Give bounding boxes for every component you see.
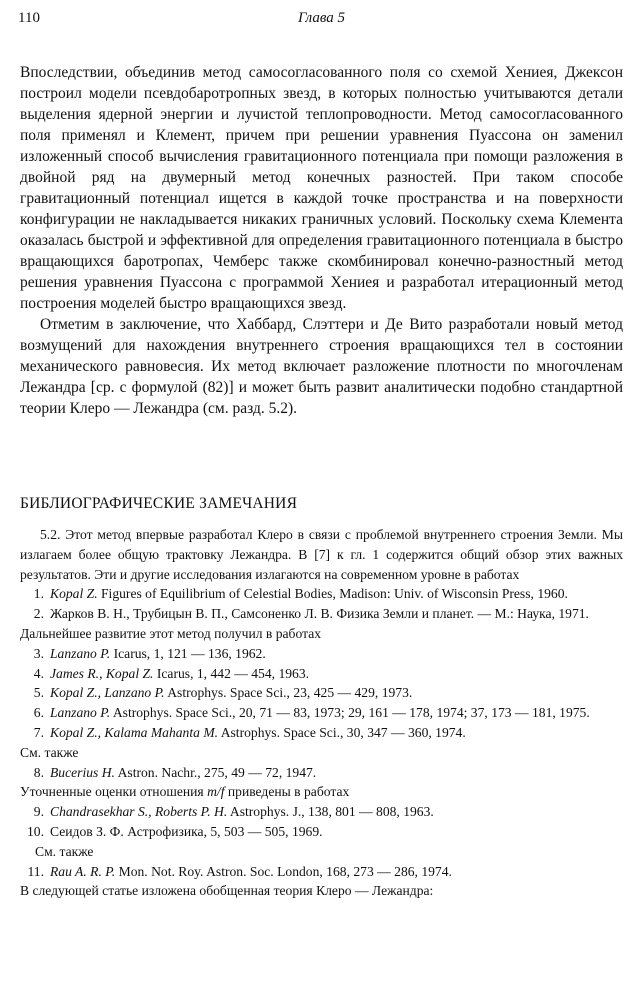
reference-text: Жарков В. Н., Трубицын В. П., Самсоненко Л. В. Физика Земли и планет. — М.: Наука, 1971. [50, 606, 589, 622]
reference-text: Astrophys. J., 138, 801 — 808, 1963. [229, 804, 434, 820]
paragraph: Впоследствии, объединив метод самосогласованного поля со схемой Хениея, Джексон построил модели псевдобаротропных звезд, в которых полностью учитываются детали выделения ядерной энергии и лучистой теплопроводности. Метод самосогласованного поля применял и Клемент, причем при решении уравнения Пуассона он заменил изложенный способ вычисления гравитационного потенциала при помощи разложения в двойной ряд на двумерный метод конечных разностей. При таком способе гравитационный потенциал ищется в каждой точке пространства и на поверхности конфигурации не накладывается никаких граничных условий. Поскольку схема Клемента оказалась быстрой и эффективной для определения гравитационного потенциала в быстро вращающихся баротропах, Чемберс также скомбинировал конечно-разностный метод решения уравнения Пуассона с программой Хениея и разработал итерационный метод построения моделей быстро вращающихся звезд. [20, 64, 623, 312]
reference-number: 7. [33, 724, 44, 740]
main-text [20, 62, 623, 419]
see-also-line: См. также [35, 843, 94, 859]
bibliographic-notes [20, 525, 623, 901]
reference-item [20, 703, 623, 723]
reference-author: Lanzano P. [50, 645, 111, 661]
section-heading: БИБЛИОГРАФИЧЕСКИЕ ЗАМЕЧАНИЯ [20, 495, 298, 512]
notes-line-text: приведены в работах [227, 784, 350, 800]
reference-item [20, 723, 623, 743]
reference-number: 11. [27, 863, 44, 879]
reference-item [20, 644, 623, 664]
reference-text: Figures of Equilibrium of Celestial Bodies, Madison: Univ. of Wisconsin Press, 1960. [101, 586, 568, 602]
page-number: 110 [18, 10, 40, 26]
reference-item [20, 604, 623, 624]
reference-item [20, 664, 623, 684]
running-title: Глава 5 [297, 10, 346, 26]
reference-author: Kopal Z. [50, 586, 98, 602]
reference-author: Chandrasekhar S., Roberts P. H. [50, 804, 228, 820]
reference-text: Сеидов З. Ф. Астрофизика, 5, 503 — 505, 1969. [50, 823, 323, 839]
reference-number: 10. [27, 823, 44, 839]
reference-text: Mon. Not. Roy. Astron. Soc. London, 168, 273 — 286, 1974. [118, 863, 452, 879]
reference-text: Astron. Nachr., 275, 49 — 72, 1947. [117, 764, 317, 780]
notes-intro: 5.2. Этот метод впервые разработал Клеро в связи с проблемой внутреннего строения Земли. Мы излагаем более общую трактовку Лежандра. В [7] к гл. 1 содержится общий обзор этих важных результатов. Эти и другие исследования излагаются на современном уровне в работах [20, 527, 623, 582]
ratio-variable: m/f [207, 784, 225, 800]
notes-line: В следующей статье изложена обобщенная теория Клеро — Лежандра: [20, 883, 434, 899]
reference-item [20, 802, 623, 822]
reference-number: 6. [33, 705, 44, 721]
reference-item [20, 584, 623, 604]
reference-author: Rau A. R. P. [50, 863, 116, 879]
reference-number: 5. [33, 685, 44, 701]
notes-line: Дальнейшее развитие этот метод получил в работах [20, 625, 322, 641]
reference-item [20, 862, 623, 882]
reference-text: Icarus, 1, 121 — 136, 1962. [113, 645, 266, 661]
reference-author: Bucerius H. [50, 764, 115, 780]
reference-author: Lanzano P. [50, 705, 111, 721]
notes-line [20, 782, 623, 802]
reference-item [20, 683, 623, 703]
reference-number: 1. [33, 586, 44, 602]
paragraph: Отметим в заключение, что Хаббард, Слэттери и Де Вито разработали новый метод возмущений для нахождения внутреннего строения вращающихся тел в состоянии механического равновесия. Их метод включает разложение плотности по многочленам Лежандра [ср. с формулой (82)] и может быть развит аналитически подобно стандартной теории Клеро — Лежандра (см. разд. 5.2). [20, 316, 623, 417]
reference-text: Astrophys. Space Sci., 23, 425 — 429, 1973. [167, 685, 413, 701]
page-header [18, 10, 625, 32]
reference-item [20, 763, 623, 783]
reference-number: 8. [33, 764, 44, 780]
reference-text: Astrophys. Space Sci., 20, 71 — 83, 1973; 29, 161 — 178, 1974; 37, 173 — 181, 1975. [112, 705, 590, 721]
reference-text: Astrophys. Space Sci., 30, 347 — 360, 1974. [220, 724, 466, 740]
reference-number: 3. [33, 645, 44, 661]
reference-number: 9. [33, 804, 44, 820]
reference-number: 4. [33, 665, 44, 681]
reference-author: Kopal Z., Kalama Mahanta M. [50, 724, 219, 740]
notes-line-text: Уточненные оценки отношения [20, 784, 204, 800]
reference-text: Icarus, 1, 442 — 454, 1963. [156, 665, 310, 681]
reference-author: James R., Kopal Z. [50, 665, 154, 681]
see-also-line: См. также [20, 744, 79, 760]
reference-item [20, 822, 623, 842]
reference-number: 2. [33, 606, 44, 622]
reference-author: Kopal Z., Lanzano P. [50, 685, 165, 701]
